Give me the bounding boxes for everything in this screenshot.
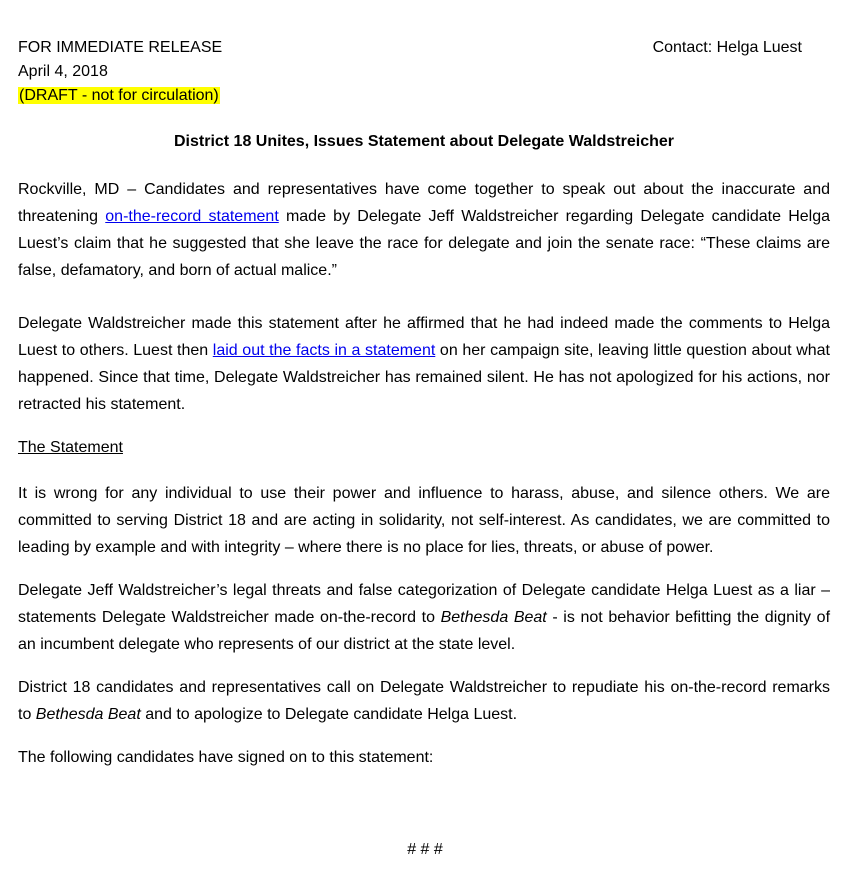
publication-name: Bethesda Beat — [440, 609, 547, 626]
paragraph-4-text-a: Delegate Jeff Waldstreicher’s legal threats and false categorization of Delegate candidate Helga Luest as a liar – statements Delegate Waldstreicher made on-the-record to — [18, 582, 830, 626]
paragraph-5 — [18, 674, 830, 728]
release-label: FOR IMMEDIATE RELEASE — [18, 39, 223, 56]
paragraph-2-text-a: Delegate Waldstreicher made this statement after he affirmed that he had indeed made the comments to Helga Luest to others. Luest then — [18, 315, 830, 359]
publication-name: Bethesda Beat — [35, 706, 141, 723]
release-header — [18, 36, 830, 108]
paragraph-2-text-b: on her campaign site, leaving little question about what happened. Since that time, Delegate Waldstreicher has remained silent. He has not apologized for his actions, nor retracted his statement. — [18, 342, 830, 413]
draft-notice-row — [18, 84, 830, 108]
paragraph-1-text-a: Rockville, MD – Candidates and representatives have come together to speak out about the inaccurate and threatening — [18, 181, 830, 225]
paragraph-1 — [18, 176, 830, 284]
paragraph-6: The following candidates have signed on to this statement: — [18, 749, 434, 766]
paragraph-1-text-b: made by Delegate Jeff Waldstreicher regarding Delegate candidate Helga Luest’s claim that he suggested that she leave the race for delegate and join the senate race: “These claims are false, defamatory, and born of actual malice.” — [18, 208, 831, 279]
paragraph-4-text-b: - is not behavior befitting the dignity of an incumbent delegate who represents of our district at the state level. — [18, 609, 831, 653]
facts-statement-link[interactable]: laid out the facts in a statement — [212, 342, 436, 359]
release-date: April 4, 2018 — [18, 63, 108, 80]
end-marker: # # # — [407, 841, 443, 858]
paragraph-2 — [18, 310, 830, 418]
paragraph-3: It is wrong for any individual to use their power and influence to harass, abuse, and silence others. We are committed to serving District 18 and are acting in solidarity, not self-interest. As candidates, we are committed to leading by example and with integrity – where there is no place for lies, threats, or abuse of power. — [18, 485, 830, 556]
paragraph-5-text-a: District 18 candidates and representatives call on Delegate Waldstreicher to repudiate his on-the-record remarks to — [18, 679, 830, 723]
draft-notice: (DRAFT - not for circulation) — [19, 87, 219, 104]
section-heading: The Statement — [18, 439, 123, 456]
paragraph-5-text-b: and to apologize to Delegate candidate Helga Luest. — [140, 706, 518, 723]
contact-info: Contact: Helga Luest — [652, 39, 802, 56]
on-the-record-statement-link[interactable]: on-the-record statement — [105, 208, 279, 225]
document-title: District 18 Unites, Issues Statement about Delegate Waldstreicher — [173, 133, 674, 150]
document-page — [18, 36, 830, 771]
paragraph-4 — [18, 577, 830, 658]
